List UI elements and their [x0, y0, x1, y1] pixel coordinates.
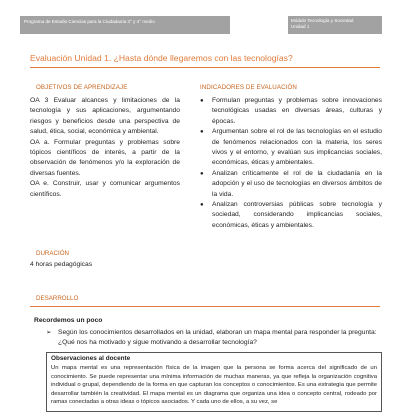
development-divider [30, 306, 380, 307]
page-title: Evaluación Unidad 1. ¿Hasta dónde llegaremos con las tecnologías? [30, 53, 293, 63]
module-name: Módulo Tecnología y Sociedad [291, 18, 354, 23]
development-item-text: Según los conocimientos desarrollados en la unidad, elaboran un mapa mental para responder la pregunta: ¿Qué nos ha motivado y sigue motivando a desarrollar tecnología? [58, 329, 377, 346]
objectives-list [30, 96, 180, 200]
indicator-text: Formulan preguntas y problemas sobre innovaciones tecnológicas usadas en diversas áreas, culturas y épocas. [212, 97, 382, 125]
objective-item: OA a. Formular preguntas y problemas sobre tópicos científicos de interés, a partir de la observación de fenómenos y/o la exploración de diversas fuentes. [30, 138, 180, 177]
objective-item: OA 3 Evaluar alcances y limitaciones de la tecnología y sus aplicaciones, argumentando riesgos y beneficios desde una perspectiva de salud, ética, social, económica y ambiental. [30, 97, 180, 136]
duration-value: 4 horas pedagógicas [30, 261, 93, 268]
indicator-text: Argumentan sobre el rol de las tecnologías en el estudio de fenómenos relacionados con la materia, los seres vivos y el entorno, y evalúan sus implicancias sociales, económicas, éticas y ambientales. [212, 128, 382, 167]
objective-item: OA e. Construir, usar y comunicar argumentos científicos. [30, 180, 180, 198]
arrow-bullet-icon: ➢ [46, 329, 52, 336]
duration-heading: DURACIÓN [36, 250, 70, 257]
program-label: Programa de Estudio Ciencias para la Ciudadanía 3° y 4° medio [20, 16, 230, 34]
indicator-item [198, 169, 382, 200]
development-heading: DESARROLLO [36, 295, 79, 302]
indicators-heading: INDICADORES DE EVALUACIÓN [200, 84, 297, 91]
objectives-heading: OBJETIVOS DE APRENDIZAJE [36, 84, 128, 91]
indicators-list [198, 96, 382, 231]
bullet-icon: ● [200, 98, 204, 104]
development-item [46, 328, 380, 348]
unit-name: Unidad 1 [291, 23, 310, 29]
indicator-item [198, 96, 382, 127]
observations-text: Un mapa mental es una representación física de la imagen que la persona se forma acerca del significado de un conocimiento. Se puede representar una mínima información de muchas maneras, ya que refleja la organización cognitiva individual o grupal, dependiendo de la forma en que capturan los conceptos o conocimientos. Es una estrategia que permite desarrollar también la creatividad. El mapa mental es un diagrama que organiza una idea o concepto central, rodeado por ramas conectadas a otras ideas o tópicos asociados. Y cada uno de ellos, a su vez, se [51, 365, 377, 405]
development-subheading: Recordemos un poco [34, 317, 103, 324]
observations-box [46, 352, 382, 412]
indicator-item [198, 200, 382, 231]
indicator-text: Analizan controversias públicas sobre tecnología y sociedad, considerando implicancias sociales, económicas, éticas y ambientales. [212, 201, 382, 229]
header-bar [20, 16, 382, 34]
header-gap [230, 16, 288, 34]
title-divider [30, 67, 380, 68]
bullet-icon: ● [200, 170, 204, 177]
module-label [288, 16, 382, 34]
observations-title: Observaciones al docente [51, 355, 131, 362]
bullet-icon: ● [200, 202, 204, 209]
indicator-text: Analizan críticamente el rol de la ciudadanía en la adopción y el uso de tecnologías en diversos ámbitos de la vida. [212, 169, 382, 198]
bullet-icon: ● [200, 129, 204, 136]
indicator-item [198, 127, 382, 169]
